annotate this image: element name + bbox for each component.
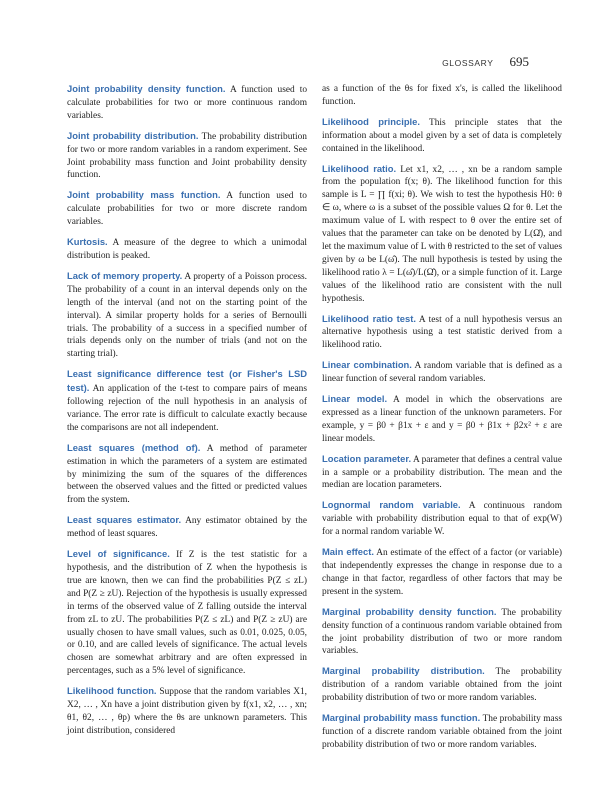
entry-definition: The probability distribution of a random variable obtained from the joint probability distribution of two or more random variables. (322, 667, 562, 704)
glossary-entry (67, 83, 307, 123)
entry-term: Linear combination. (322, 359, 412, 371)
entry-definition: The probability mass function of a discrete random variable obtained from the joint probability distribution of two or more random variables. (322, 714, 562, 750)
entry-term: Level of significance. (67, 548, 170, 560)
entry-term: Least squares (method of). (67, 441, 201, 453)
entry-term: Marginal probability distribution. (322, 665, 485, 677)
glossary-entry (322, 453, 562, 493)
entry-term: Marginal probability density function. (322, 605, 497, 617)
entry-definition: Any estimator obtained by the method of least squares. (67, 516, 308, 540)
running-head: GLOSSARY (442, 58, 494, 68)
entry-term: Likelihood ratio test. (322, 312, 416, 324)
entry-term: Linear model. (322, 393, 388, 405)
glossary-entry (322, 359, 562, 386)
glossary-entry (67, 130, 307, 183)
entry-definition: A model in which the observations are expressed as a linear function of the unknown parameters. For example, y = β0 + β1x + ε and y = β0 + β1x + β2x² + ε are linear models. (322, 395, 562, 444)
entry-term: Lognormal random variable. (322, 499, 461, 511)
entry-definition: Suppose that the random variables X1, X2, … , Xn have a joint distribution given by f(x1, x2, … , xn; θ1, θ2, … , θp) where the θs are unknown parameters. This joint distribution, considered (67, 687, 308, 736)
glossary-entry-continued (322, 83, 562, 109)
glossary-entry (67, 270, 307, 361)
entry-definition: A test of a null hypothesis versus an alternative hypothesis using a test statistic derived from a likelihood ratio. (322, 314, 563, 351)
left-column (67, 83, 307, 745)
glossary-entry (322, 665, 562, 705)
entry-definition: An estimate of the effect of a factor (or variable) that independently expresses the change in response due to a change in that factor, regardless of other factors that may be present in the system. (322, 548, 562, 597)
entry-definition: A parameter that defines a central value in a sample or a probability distribution. The mean and the median are location parameters. (322, 454, 563, 491)
entry-term: Lack of memory property. (67, 269, 183, 281)
glossary-entry (322, 499, 562, 539)
entry-term: Likelihood principle. (322, 115, 420, 127)
entry-definition: The probability distribution for two or more random variables in a random experiment. See Joint probability mass function and Joint probability density function. (67, 131, 307, 181)
glossary-entry (322, 393, 562, 446)
entry-definition: A random variable that is defined as a linear function of several random variables. (322, 361, 562, 385)
entry-term: Kurtosis. (67, 236, 108, 248)
entry-definition: A function used to calculate probabilities for two or more continuous random variables. (67, 85, 308, 121)
glossary-entry (67, 442, 307, 508)
entry-definition: as a function of the θs for fixed x's, is called the likelihood function. (322, 84, 562, 107)
entry-term: Joint probability mass function. (67, 189, 221, 201)
entry-term: Location parameter. (322, 452, 412, 464)
glossary-entry (322, 313, 562, 353)
entry-definition: A continuous random variable with probability distribution equal to that of exp(W) for a normal random variable W. (322, 501, 562, 538)
entry-term: Least squares estimator. (67, 514, 182, 526)
glossary-entry (67, 548, 307, 678)
entry-term: Main effect. (322, 546, 374, 558)
glossary-entry (67, 685, 307, 738)
entry-definition: Let x1, x2, … , xn be a random sample from the population f(x; θ). The likelihood function for this sample is L = ∏ f(xi; θ). We wish to test the hypothesis H0: θ ∈ ω, where ω is a subset of the possible values Ω for θ. Let the maximum value of L with respect to θ over the entire set of values that the parameter can take on be denoted by L(Ω̂), and let the maximum value of L with θ restricted to the set of values given by ω be L(ω̂). The null hypothesis is tested by using the likelihood ratio λ = L(ω̂)/L(Ω̂), or a simple function of it. Large values of the likelihood ratio are consistent with the null hypothesis. (322, 164, 563, 304)
glossary-entry (67, 189, 307, 229)
glossary-entry (67, 514, 307, 541)
entry-definition: A method of parameter estimation in which the parameters of a system are estimated by minimizing the sum of the squares of the differences between the observed values and the fitted or predicted values from the system. (67, 443, 308, 506)
entry-term: Marginal probability mass function. (322, 712, 481, 724)
entry-definition: An application of the t-test to compare pairs of means following rejection of the null hypothesis in an analysis of variance. The error rate is difficult to calculate exactly because the comparisons are not all independent. (67, 384, 307, 433)
entry-definition: A function used to calculate probabilities for two or more discrete random variables. (67, 191, 307, 228)
entry-term: Likelihood function. (67, 685, 157, 697)
entry-definition: If Z is the test statistic for a hypothesis, and the distribution of Z when the hypothesis is true are known, then we can find the probabilities P(Z ≤ zL) and P(Z ≥ zU). Rejection of the hypothesis is usually expressed in terms of the observed value of Z falling outside the interval from zL to zU. The probabilities P(Z ≤ zL) and P(Z ≥ zU) are usually chosen to have small values, such as 0.01, 0.025, 0.05, or 0.10, and are called levels of significance. The actual levels chosen are somewhat arbitrary and are often expressed in percentages, such as a 5% level of significance. (67, 550, 307, 677)
glossary-entry (322, 712, 562, 752)
glossary-entry (322, 546, 562, 599)
entry-term: Least significance difference test (or Fisher's LSD test). (67, 368, 307, 394)
glossary-entry (322, 606, 562, 659)
entry-definition: A measure of the degree to which a unimodal distribution is peaked. (67, 238, 307, 261)
entry-definition: The probability density function of a continuous random variable obtained from the joint probability distribution of two or more random variables. (322, 607, 562, 657)
entry-term: Joint probability density function. (67, 83, 226, 94)
glossary-entry (67, 236, 307, 263)
entry-definition: A property of a Poisson process. The probability of a count in an interval depends only on the length of the interval (and not on the starting point of the interval). A similar property holds for a series of Bernoulli trials. The probability of a success in a specified number of trials depends only on the number of trials (and not on the starting trial). (67, 271, 307, 360)
glossary-entry (322, 116, 562, 156)
entry-definition: This principle states that the information about a model given by a set of data is completely contained in the likelihood. (322, 117, 562, 154)
glossary-entry (322, 163, 562, 306)
page-header (442, 54, 529, 70)
entry-term: Joint probability distribution. (67, 129, 199, 141)
entry-term: Likelihood ratio. (322, 162, 397, 174)
glossary-entry (67, 368, 307, 435)
right-column (322, 83, 562, 759)
page-number: 695 (509, 54, 529, 69)
